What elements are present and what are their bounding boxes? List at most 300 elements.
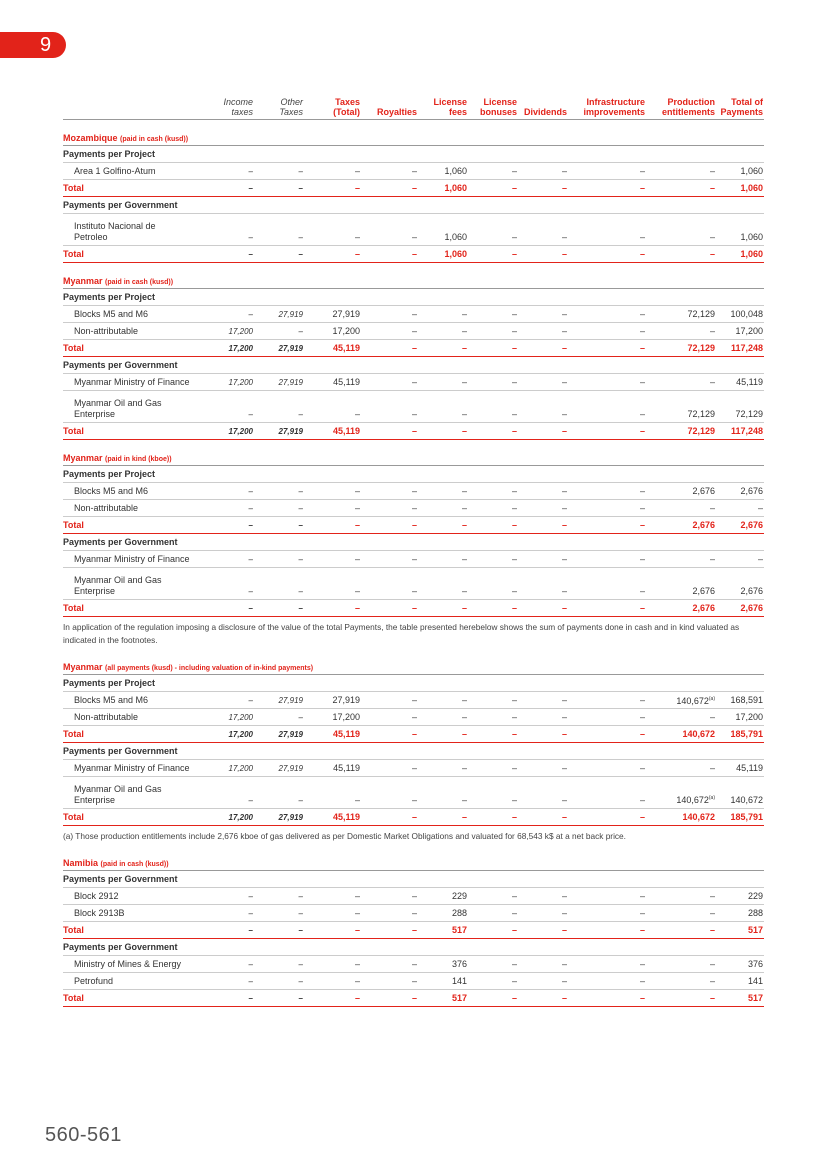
table-cell: 72,129: [646, 391, 716, 423]
table-cell: –: [361, 214, 418, 246]
table-cell: –: [646, 760, 716, 777]
row-label: Myanmar Ministry of Finance: [63, 760, 214, 777]
table-row: [63, 692, 764, 709]
table-cell: 1,060: [716, 246, 764, 263]
table-cell: –: [304, 956, 361, 973]
table-cell: –: [646, 956, 716, 973]
table-cell: 100,048: [716, 306, 764, 323]
table-cell: –: [214, 163, 254, 180]
table-row: [63, 551, 764, 568]
row-label: Total: [63, 517, 214, 534]
table-cell: (a) Those production entitlements include 2,676 kboe of gas delivered as per Domestic Market Obligations and valuated for 68,543 k$ at a net back price.: [63, 831, 626, 841]
group-per-government: [63, 197, 764, 214]
table-cell: –: [518, 990, 568, 1007]
table-cell: –: [468, 726, 518, 743]
table-cell: 140,672: [646, 726, 716, 743]
table-cell: 17,200: [214, 323, 254, 340]
table-cell: –: [518, 423, 568, 440]
table-cell: –: [214, 905, 254, 922]
table-cell: 45,119: [716, 760, 764, 777]
table-cell: 288: [418, 905, 468, 922]
table-cell: Payments per Government: [63, 939, 764, 956]
table-cell: –: [214, 180, 254, 197]
text-span: (paid in cash (kusd)): [100, 861, 169, 868]
table-cell: 17,200: [304, 709, 361, 726]
table-cell: –: [468, 709, 518, 726]
table-cell: –: [254, 956, 304, 973]
table-cell: –: [361, 391, 418, 423]
text-span: improvements: [583, 107, 645, 117]
table-cell: –: [518, 956, 568, 973]
total-row: [63, 922, 764, 939]
table-cell: 27,919: [254, 809, 304, 826]
table-cell: –: [468, 500, 518, 517]
table-cell: –: [518, 483, 568, 500]
table-cell: –: [418, 306, 468, 323]
table-cell: –: [361, 483, 418, 500]
group-per-government: [63, 357, 764, 374]
row-label: Area 1 Golfino-Atum: [63, 163, 214, 180]
table-cell: –: [214, 214, 254, 246]
table-cell: –: [254, 517, 304, 534]
section-namibia-cash: [63, 845, 764, 871]
table-cell: –: [254, 323, 304, 340]
row-label: Non-attributable: [63, 323, 214, 340]
table-cell: 140,672: [646, 809, 716, 826]
table-cell: –: [418, 340, 468, 357]
table-cell: –: [361, 568, 418, 600]
table-cell: 72,129: [646, 306, 716, 323]
text-span: Myanmar Oil and Gas: [74, 398, 162, 408]
table-cell: –: [568, 483, 646, 500]
text-span: Taxes: [279, 107, 303, 117]
table-cell: 2,676: [716, 568, 764, 600]
table-cell: [63, 440, 764, 466]
table-cell: –: [568, 323, 646, 340]
table-cell: –: [646, 922, 716, 939]
table-cell: –: [418, 323, 468, 340]
table-cell: Payments per Project: [63, 146, 764, 163]
table-cell: –: [468, 760, 518, 777]
table-cell: –: [361, 374, 418, 391]
table-cell: –: [214, 391, 254, 423]
table-cell: –: [568, 214, 646, 246]
table-cell: –: [254, 246, 304, 263]
table-cell: –: [518, 709, 568, 726]
table-cell: –: [254, 990, 304, 1007]
table-cell: 117,248: [716, 340, 764, 357]
table-cell: 45,119: [716, 374, 764, 391]
section-myanmar-kind: [63, 440, 764, 466]
row-label: Non-attributable: [63, 709, 214, 726]
table-cell: Payments per Government: [63, 743, 764, 760]
row-label: [63, 568, 214, 600]
table-row: [63, 709, 764, 726]
row-label: [63, 777, 214, 809]
text-span: (paid in kind (kboe)): [105, 456, 172, 463]
text-span: Enterprise: [74, 795, 116, 805]
table-cell: –: [304, 568, 361, 600]
col-infrastructure: [568, 97, 646, 120]
text-span: Infrastructure: [586, 97, 645, 107]
table-cell: –: [468, 777, 518, 809]
table-cell: –: [568, 973, 646, 990]
table-cell: [63, 120, 764, 146]
table-cell: –: [304, 246, 361, 263]
payments-table: [63, 97, 764, 1007]
table-cell: 45,119: [304, 726, 361, 743]
table-cell: 376: [716, 956, 764, 973]
table-cell: 27,919: [254, 760, 304, 777]
col-total-payments: [716, 97, 764, 120]
intro-note: [63, 617, 764, 650]
table-cell: –: [418, 709, 468, 726]
table-cell: 17,200: [214, 809, 254, 826]
table-cell: –: [646, 990, 716, 1007]
table-cell: –: [468, 568, 518, 600]
header-blank: [63, 97, 214, 120]
payments-table-wrapper: [63, 97, 764, 1007]
row-label: Blocks M5 and M6: [63, 692, 214, 709]
table-cell: –: [304, 180, 361, 197]
table-cell: –: [214, 306, 254, 323]
table-cell: Payments per Government: [63, 197, 764, 214]
total-row: [63, 423, 764, 440]
table-cell: 27,919: [254, 423, 304, 440]
table-cell: –: [254, 500, 304, 517]
row-label: Blocks M5 and M6: [63, 483, 214, 500]
table-cell: –: [304, 990, 361, 1007]
table-cell: –: [361, 246, 418, 263]
table-cell: 45,119: [304, 374, 361, 391]
table-cell: –: [214, 500, 254, 517]
col-royalties: Royalties: [361, 97, 418, 120]
table-cell: –: [254, 709, 304, 726]
group-per-government: [63, 743, 764, 760]
row-label: Non-attributable: [63, 500, 214, 517]
chapter-tab: [0, 32, 66, 58]
table-cell: –: [214, 973, 254, 990]
table-cell: –: [418, 500, 468, 517]
table-cell: –: [254, 973, 304, 990]
table-cell: 72,129: [646, 340, 716, 357]
table-cell: 17,200: [214, 760, 254, 777]
table-cell: –: [518, 180, 568, 197]
text-span: Petroleo: [74, 232, 108, 242]
table-cell: 1,060: [418, 163, 468, 180]
table-cell: –: [646, 323, 716, 340]
table-cell: –: [361, 905, 418, 922]
table-cell: –: [304, 922, 361, 939]
table-cell: Payments per Project: [63, 466, 764, 483]
table-cell: –: [716, 551, 764, 568]
table-cell: –: [568, 709, 646, 726]
table-cell: –: [646, 888, 716, 905]
table-cell: 27,919: [304, 692, 361, 709]
table-cell: 1,060: [418, 180, 468, 197]
table-cell: –: [361, 726, 418, 743]
table-cell: –: [568, 374, 646, 391]
table-cell: –: [646, 709, 716, 726]
table-cell: –: [214, 551, 254, 568]
text-span: 140,672: [676, 695, 709, 706]
text-span: Instituto Nacional de: [74, 221, 156, 231]
table-cell: 17,200: [214, 709, 254, 726]
table-cell: –: [646, 500, 716, 517]
group-per-project: [63, 466, 764, 483]
table-cell: –: [361, 709, 418, 726]
table-cell: –: [468, 323, 518, 340]
table-cell: 27,919: [254, 306, 304, 323]
table-cell: –: [304, 777, 361, 809]
total-row: [63, 180, 764, 197]
table-cell: –: [518, 922, 568, 939]
table-cell: –: [518, 500, 568, 517]
row-label: Total: [63, 340, 214, 357]
table-cell: 1,060: [418, 214, 468, 246]
table-cell: –: [518, 905, 568, 922]
text-span: Income: [223, 97, 253, 107]
table-cell: –: [361, 809, 418, 826]
table-cell: –: [468, 340, 518, 357]
table-cell: –: [568, 888, 646, 905]
table-cell: –: [518, 777, 568, 809]
table-cell: 140,672: [716, 777, 764, 809]
table-cell: –: [214, 483, 254, 500]
table-row: [63, 163, 764, 180]
table-cell: –: [468, 692, 518, 709]
table-cell: 1,060: [716, 214, 764, 246]
table-cell: 17,200: [214, 726, 254, 743]
table-cell: –: [304, 905, 361, 922]
table-cell: –: [518, 374, 568, 391]
row-label: Total: [63, 809, 214, 826]
text-span: Production: [667, 97, 715, 107]
table-cell: –: [304, 214, 361, 246]
text-span: Other: [280, 97, 303, 107]
row-label: Block 2912: [63, 888, 214, 905]
col-license-bonuses: [468, 97, 518, 120]
table-cell: –: [304, 888, 361, 905]
text-span: Payments: [720, 107, 763, 117]
table-cell: 2,676: [716, 517, 764, 534]
table-cell: –: [518, 391, 568, 423]
table-cell: –: [568, 391, 646, 423]
table-cell: 229: [418, 888, 468, 905]
table-cell: –: [518, 600, 568, 617]
table-cell: –: [214, 922, 254, 939]
text-span: (paid in cash (kusd)): [120, 136, 189, 143]
col-production: [646, 97, 716, 120]
table-cell: –: [361, 760, 418, 777]
table-cell: 72,129: [646, 423, 716, 440]
table-cell: 1,060: [716, 180, 764, 197]
table-cell: 2,676: [646, 600, 716, 617]
table-cell: 17,200: [304, 323, 361, 340]
table-cell: –: [568, 306, 646, 323]
table-cell: –: [254, 922, 304, 939]
table-cell: –: [518, 323, 568, 340]
table-cell: –: [568, 726, 646, 743]
table-cell: In application of the regulation imposing a disclosure of the value of the total Payments, the table presented herebelow shows the sum of payments done in cash and in kind valuated as indicated in the footnotes.: [63, 622, 740, 645]
table-row: [63, 391, 764, 423]
table-cell: 517: [716, 922, 764, 939]
table-cell: –: [304, 500, 361, 517]
text-span: Myanmar Oil and Gas: [74, 575, 162, 585]
text-span: fees: [448, 107, 467, 117]
text-span: Namibia: [63, 858, 99, 868]
group-per-project: [63, 146, 764, 163]
table-cell: –: [568, 777, 646, 809]
table-cell: –: [468, 973, 518, 990]
table-cell: –: [214, 990, 254, 1007]
section-myanmar-all: [63, 649, 764, 675]
table-cell: –: [304, 600, 361, 617]
group-per-government: [63, 534, 764, 551]
table-cell: 229: [716, 888, 764, 905]
table-cell: 45,119: [304, 340, 361, 357]
table-cell: –: [214, 777, 254, 809]
table-cell: –: [468, 809, 518, 826]
table-cell: –: [518, 726, 568, 743]
table-cell: –: [254, 905, 304, 922]
table-cell: –: [468, 517, 518, 534]
table-cell: –: [518, 568, 568, 600]
row-label: Total: [63, 423, 214, 440]
table-cell: –: [361, 777, 418, 809]
table-cell: –: [214, 956, 254, 973]
table-row: [63, 323, 764, 340]
section-myanmar-cash: [63, 263, 764, 289]
row-label: Myanmar Ministry of Finance: [63, 374, 214, 391]
table-cell: –: [418, 568, 468, 600]
table-cell: 117,248: [716, 423, 764, 440]
total-row: [63, 809, 764, 826]
table-cell: –: [214, 568, 254, 600]
table-cell: –: [568, 760, 646, 777]
table-cell: –: [304, 551, 361, 568]
table-cell: –: [418, 517, 468, 534]
table-cell: [63, 845, 764, 871]
table-cell: 141: [418, 973, 468, 990]
text-span: Myanmar: [63, 276, 103, 286]
table-cell: –: [418, 483, 468, 500]
table-cell: –: [568, 500, 646, 517]
table-cell: –: [254, 214, 304, 246]
table-cell: 27,919: [254, 726, 304, 743]
table-cell: 1,060: [716, 163, 764, 180]
text-span: Myanmar: [63, 453, 103, 463]
table-cell: 185,791: [716, 726, 764, 743]
table-cell: –: [361, 551, 418, 568]
table-row: [63, 973, 764, 990]
table-cell: 27,919: [304, 306, 361, 323]
table-cell: –: [568, 922, 646, 939]
table-row: [63, 760, 764, 777]
table-row: [63, 888, 764, 905]
text-span: Enterprise: [74, 409, 116, 419]
row-label: Total: [63, 726, 214, 743]
table-cell: –: [418, 692, 468, 709]
table-cell: –: [418, 760, 468, 777]
table-cell: 17,200: [214, 340, 254, 357]
table-cell: [63, 263, 764, 289]
table-cell: 17,200: [214, 374, 254, 391]
table-cell: –: [468, 374, 518, 391]
group-per-project: [63, 289, 764, 306]
table-cell: –: [214, 246, 254, 263]
table-cell: 517: [418, 922, 468, 939]
table-cell: –: [361, 500, 418, 517]
table-cell: –: [468, 306, 518, 323]
table-cell: Payments per Project: [63, 289, 764, 306]
table-cell: –: [568, 423, 646, 440]
footnote-marker: (a): [708, 795, 715, 801]
table-cell: –: [468, 956, 518, 973]
table-cell: 27,919: [254, 340, 304, 357]
table-row: [63, 306, 764, 323]
text-span: Taxes: [335, 97, 360, 107]
table-row: [63, 568, 764, 600]
table-cell: –: [361, 973, 418, 990]
table-cell: –: [518, 340, 568, 357]
table-cell: –: [361, 323, 418, 340]
table-cell: –: [418, 374, 468, 391]
table-cell: 1,060: [418, 246, 468, 263]
table-cell: –: [518, 888, 568, 905]
group-per-government: [63, 939, 764, 956]
table-cell: 17,200: [716, 709, 764, 726]
text-span: Enterprise: [74, 586, 116, 596]
table-cell: –: [568, 517, 646, 534]
table-cell: Payments per Project: [63, 675, 764, 692]
table-cell: 2,676: [646, 517, 716, 534]
table-row: [63, 777, 764, 809]
table-cell: –: [646, 214, 716, 246]
col-license-fees: [418, 97, 468, 120]
section-mozambique-cash: [63, 120, 764, 146]
table-cell: –: [361, 423, 418, 440]
table-cell: –: [518, 551, 568, 568]
text-span: Myanmar: [63, 662, 103, 672]
table-row: [63, 500, 764, 517]
table-cell: –: [518, 692, 568, 709]
table-cell: 45,119: [304, 809, 361, 826]
table-cell: –: [518, 163, 568, 180]
total-row: [63, 246, 764, 263]
table-cell: –: [214, 888, 254, 905]
table-cell: –: [468, 600, 518, 617]
table-cell: –: [361, 340, 418, 357]
table-cell: –: [304, 517, 361, 534]
table-cell: –: [568, 692, 646, 709]
table-cell: –: [214, 692, 254, 709]
table-cell: 517: [716, 990, 764, 1007]
total-row: [63, 517, 764, 534]
total-row: [63, 340, 764, 357]
table-cell: –: [214, 600, 254, 617]
table-cell: –: [361, 922, 418, 939]
table-cell: –: [304, 973, 361, 990]
table-cell: –: [361, 163, 418, 180]
table-cell: –: [468, 180, 518, 197]
row-label: [63, 214, 214, 246]
table-cell: –: [568, 163, 646, 180]
table-cell: –: [468, 483, 518, 500]
table-cell: –: [568, 551, 646, 568]
table-cell: Payments per Government: [63, 357, 764, 374]
table-cell: –: [468, 905, 518, 922]
